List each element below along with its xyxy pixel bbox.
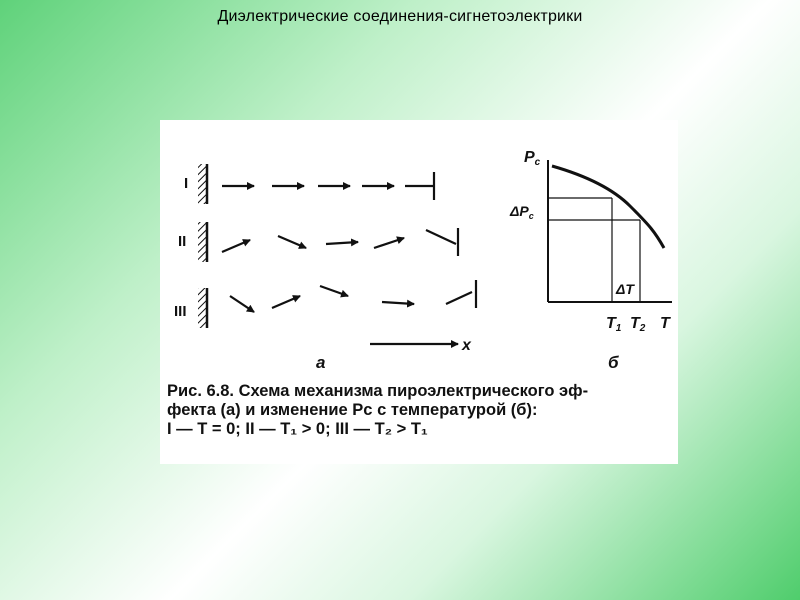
figure-drawing [160,120,678,380]
t-label: T [660,315,670,332]
figure-caption [167,382,672,439]
caption-line-3: I — T = 0; II — T₁ > 0; III — T₂ > T₁ [167,420,428,438]
row-label-i: I [184,175,189,192]
delta-t-label: ΔT [616,281,634,297]
caption-line-1: Схема механизма пироэлектрического эф- [234,382,589,400]
y-axis-label: Pc [524,149,541,168]
caption-line-2: фекта (а) и изменение Pc с температурой (б): [167,401,538,419]
panel-label-b: б [608,353,619,372]
row-label-ii: II [178,233,187,250]
t2-label: T2 [630,315,646,334]
caption-number: Рис. 6.8. [167,382,235,400]
pc-curve [552,166,664,248]
wall-row-ii [198,222,207,262]
t1-label: T1 [606,315,622,334]
delta-pc-label: $\Delta P_c$ [510,203,534,221]
wall-row-i [198,164,207,204]
panel-label-a: а [316,353,326,372]
x-axis-label: x [462,337,471,354]
dipole-arrows-row-i [222,172,434,200]
slide-title: Диэлектрические соединения-сигнетоэлектрики [217,8,583,25]
figure-image [160,120,678,464]
plot-b [548,160,672,302]
dipole-arrows-row-iii [230,280,476,312]
row-label-iii: III [174,303,187,320]
dipole-arrows-row-ii [222,228,458,256]
wall-row-iii [198,288,207,328]
